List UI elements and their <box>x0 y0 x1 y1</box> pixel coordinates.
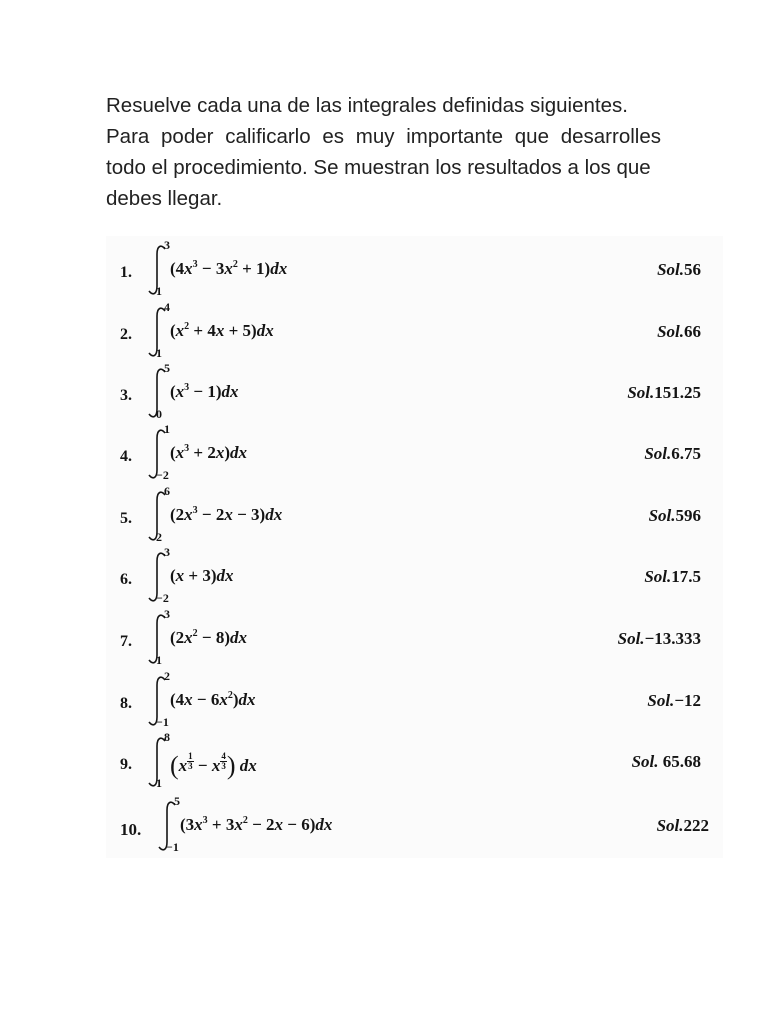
upper-limit: 6 <box>164 484 170 498</box>
exercise-5 <box>106 484 723 544</box>
solution-label: Sol. <box>617 629 645 648</box>
solution-value: 222 <box>683 816 709 835</box>
solution <box>627 383 701 403</box>
upper-limit: 2 <box>164 669 170 683</box>
exercise-3 <box>106 361 723 421</box>
integrand: $(4x - 6x^2)dx$ <box>170 690 256 709</box>
solution-value: 6.75 <box>671 444 701 463</box>
upper-limit: 1 <box>164 422 170 436</box>
exercise-9 <box>106 730 723 790</box>
exercise-number: 3. <box>120 387 132 404</box>
solution-value: 56 <box>684 260 701 279</box>
integrand: $(2x^3 - 2x - 3)dx$ <box>170 505 283 524</box>
lower-limit: −1 <box>166 840 179 854</box>
solution-label: Sol. <box>644 444 672 463</box>
solution <box>644 567 701 587</box>
integrand: $(x^3 + 2x)dx$ <box>170 443 248 462</box>
solution-label: Sol. <box>631 752 659 771</box>
solution-label: Sol. <box>627 383 655 402</box>
exercise-7 <box>106 607 723 667</box>
lower-limit: −2 <box>156 468 169 482</box>
lower-limit: 1 <box>156 284 162 298</box>
solution-value: 17.5 <box>671 567 701 586</box>
lower-limit: 1 <box>156 776 162 790</box>
exercise-list <box>106 236 723 858</box>
exercise-1 <box>106 238 723 298</box>
integrand: $(x^3 - 1)dx$ <box>170 382 239 401</box>
solution-label: Sol. <box>648 506 676 525</box>
upper-limit: 3 <box>164 607 170 621</box>
solution-value: 596 <box>675 506 701 525</box>
exercise-number: 4. <box>120 448 132 465</box>
upper-limit: 3 <box>164 545 170 559</box>
solution <box>632 752 701 772</box>
solution <box>644 444 701 464</box>
exercise-4 <box>106 422 723 482</box>
exercise-number: 9. <box>120 756 132 773</box>
integrand: $(4x^3 - 3x^2 + 1)dx$ <box>170 259 288 278</box>
exercise-number: 6. <box>120 571 132 588</box>
integrand: $(3x^3 + 3x^2 - 2x - 6)dx$ <box>180 815 333 834</box>
solution-value: 66 <box>684 322 701 341</box>
exercise-number: 8. <box>120 695 132 712</box>
solution-value: −13.333 <box>644 629 701 648</box>
exercise-number: 2. <box>120 326 132 343</box>
exercise-10 <box>106 794 723 854</box>
solution <box>657 322 701 342</box>
lower-limit: 1 <box>156 346 162 360</box>
solution <box>649 506 701 526</box>
solution-label: Sol. <box>657 260 684 279</box>
integrand: $(x^2 + 4x + 5)dx$ <box>170 321 274 340</box>
integrand: $(2x^2 - 8)dx$ <box>170 628 248 647</box>
solution-label: Sol. <box>644 567 672 586</box>
lower-limit: 2 <box>156 530 162 544</box>
instructions-paragraph: Para poder calificarlo es muy importante que desarrolles todo el procedimiento. Se muestran los resultados a los que <box>106 125 661 179</box>
lower-limit: −1 <box>156 715 169 729</box>
solution <box>657 260 701 280</box>
upper-limit: 4 <box>164 300 170 314</box>
solution <box>657 816 709 836</box>
upper-limit: 8 <box>164 730 170 744</box>
upper-limit: 3 <box>164 238 170 252</box>
solution-label: Sol. <box>656 816 684 835</box>
exercise-2 <box>106 300 723 360</box>
instructions-last-line: debes llegar. <box>106 187 223 210</box>
integrand: (x + 3)dx <box>170 566 234 585</box>
instructions-line-1: Resuelve cada una de las integrales definidas siguientes. <box>106 94 628 117</box>
solution-label: Sol. <box>657 322 684 341</box>
exercise-number: 10. <box>120 820 142 839</box>
exercise-number: 5. <box>120 510 132 527</box>
lower-limit: −2 <box>156 591 169 605</box>
solution-value: 65.68 <box>658 752 701 771</box>
instructions <box>106 90 661 214</box>
integrand: (x $^{\frac{1}{3}}$ − x $^{\frac{4}{3}}$ ) dx <box>170 751 257 780</box>
lower-limit: 1 <box>156 653 162 667</box>
lower-limit: 0 <box>156 407 162 421</box>
exercise-8 <box>106 669 723 729</box>
exercise-number: 7. <box>120 633 132 650</box>
solution-value: 151.25 <box>654 383 701 402</box>
upper-limit: 5 <box>164 361 170 375</box>
solution-label: Sol. <box>647 691 675 710</box>
solution <box>647 691 701 711</box>
exercise-number: 1. <box>120 264 132 281</box>
exercise-6 <box>106 545 723 605</box>
upper-limit: 5 <box>174 794 180 808</box>
solution <box>618 629 701 649</box>
solution-value: −12 <box>674 691 701 710</box>
